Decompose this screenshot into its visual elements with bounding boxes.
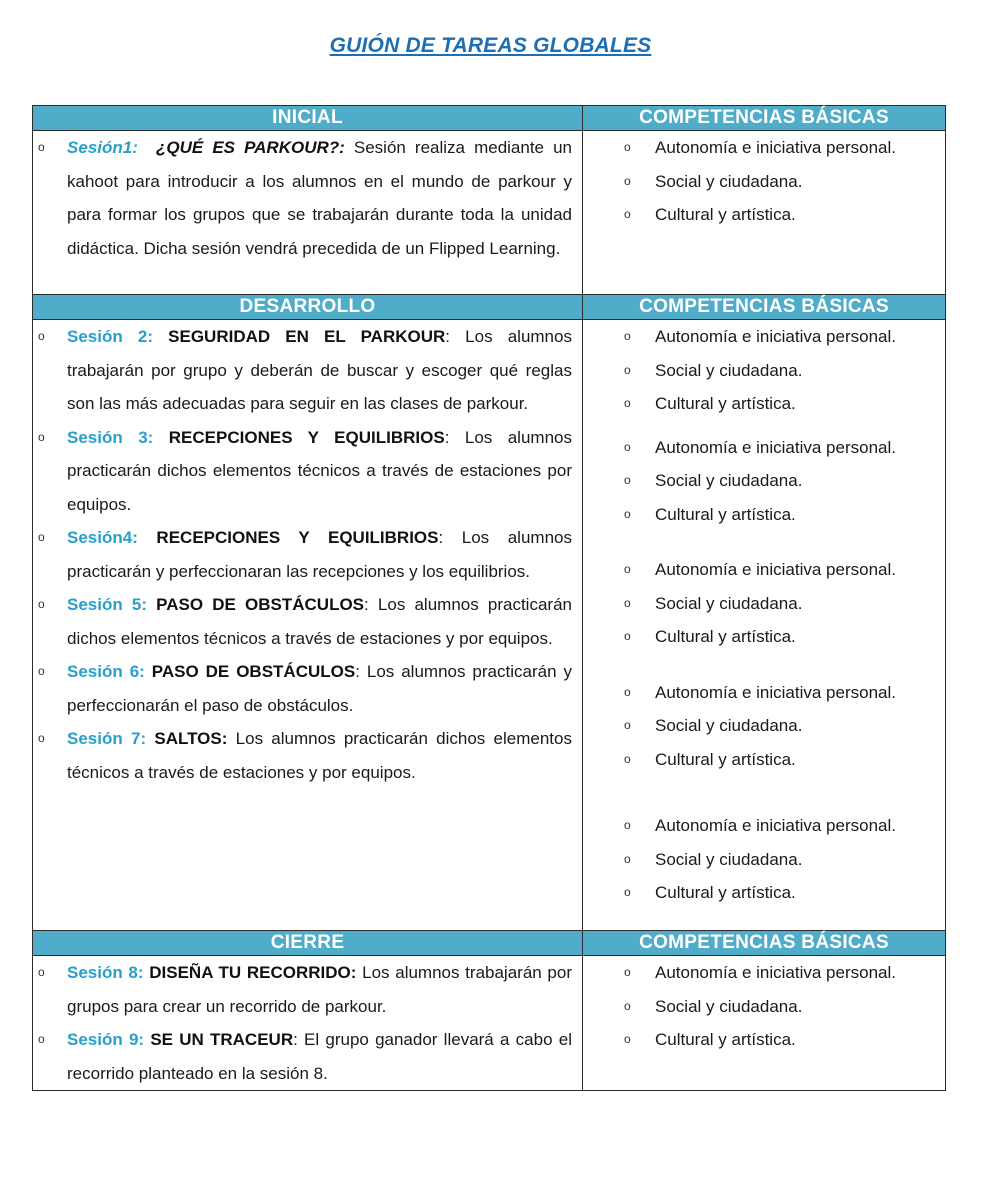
section-header-cierre: CIERRE [33,931,583,956]
competencias-list [583,320,945,421]
session-label: Sesión1: [67,138,138,157]
sessions-cell [33,320,583,931]
session-item [33,956,582,1023]
competencia-item [583,553,945,587]
competencia-item [583,354,945,388]
session-text [67,655,572,722]
bullet-icon: o [38,965,45,979]
session-item [33,655,582,722]
session-text [67,521,572,588]
header-row-desarrollo [33,295,946,320]
session-description: : Los alumnos trabajarán por grupo y deberán de buscar y escoger qué reglas son las más adecuadas para seguir en las clases de parkour. [67,327,572,413]
competencia-item [583,676,945,710]
competencia-item [583,320,945,354]
spacer [583,654,945,676]
document-title: GUIÓN DE TAREAS GLOBALES [329,34,652,57]
session-label: Sesión 9: [67,1030,145,1049]
bullet-icon: o [38,1032,45,1046]
session-description: Sesión realiza mediante un kahoot para introducir a los alumnos en el mundo de parkour y para formar los grupos que se trabajarán durante toda la unidad didáctica. Dicha sesión vendrá precedida de un Flipped Learning. [67,138,572,258]
bullet-icon: o [624,885,631,899]
competencia-item [583,498,945,532]
session-description: : Los alumnos practicarán dichos elementos técnicos a través de estaciones por equipos. [67,427,572,514]
competencia-item [583,587,945,621]
bullet-icon: o [624,595,631,610]
competencia-item [583,165,945,199]
header-row-inicial [33,106,946,131]
bullet-icon: o [624,473,631,487]
session-name: PASO DE OBSTÁCULOS [156,595,365,614]
session-item [33,722,582,789]
content-row-cierre [33,956,946,1091]
bullet-icon: o [624,506,631,521]
header-row-cierre [33,931,946,956]
spacer [583,421,945,431]
competencia-item [583,464,945,498]
competencia-item [583,809,945,843]
bullet-icon: o [624,439,631,454]
bullet-icon: o [624,1032,631,1046]
competencia-item [583,743,945,777]
content-row-desarrollo [33,320,946,931]
session-item [33,1023,582,1090]
session-description: : El grupo ganador llevará a cabo el recorrido planteado en la sesión 8. [67,1030,572,1083]
bullet-icon: o [38,530,45,544]
competencia-label: Cultural y artística. [655,504,796,524]
session-item [33,588,582,655]
competencia-label: Autonomía e iniciativa personal. [655,816,896,835]
competencia-item [583,1023,945,1057]
session-label: Sesión 2: [67,327,153,346]
competencia-label: Cultural y artística. [655,627,796,646]
competencia-item [583,709,945,743]
bullet-icon: o [624,329,631,343]
competencias-cell [583,131,946,295]
session-label: Sesión 8: [67,963,144,982]
session-name: PASO DE OBSTÁCULOS [151,662,356,681]
competencias-list [583,553,945,654]
bullet-icon: o [624,684,631,699]
competencia-label: Cultural y artística. [655,205,796,224]
session-text [67,1023,572,1090]
session-label: Sesión 5: [67,595,148,614]
competencia-label: Autonomía e iniciativa personal. [655,437,896,457]
competencia-label: Social y ciudadana. [655,593,803,613]
bullet-icon: o [624,751,631,766]
section-header-inicial: INICIAL [33,106,583,131]
session-name: SALTOS: [154,729,228,748]
bullet-icon: o [624,718,631,732]
competencia-label: Social y ciudadana. [655,849,803,869]
competencias-header: COMPETENCIAS BÁSICAS [583,295,946,320]
session-name: ¿QUÉ ES PARKOUR?: [156,138,345,157]
session-description: Los alumnos practicarán dichos elementos técnicos a través de estaciones y por equipos. [67,729,572,782]
bullet-icon: o [624,851,631,866]
session-name: DISEÑA TU RECORRIDO: [149,963,357,982]
bullet-icon: o [38,597,45,611]
competencias-cell [583,320,946,931]
competencia-label: Autonomía e iniciativa personal. [655,138,896,157]
session-label: Sesión 3: [67,427,154,447]
session-text [67,320,572,421]
bullet-icon: o [624,173,631,188]
session-name: SEGURIDAD EN EL PARKOUR [168,327,446,346]
bullet-icon: o [624,140,631,154]
section-header-desarrollo: DESARROLLO [33,295,583,320]
session-text [67,722,572,789]
competencias-list [583,131,945,232]
competencia-item [583,431,945,465]
session-text [67,131,572,265]
session-label: Sesión 6: [67,662,145,681]
session-text [67,956,572,1023]
bullet-icon: o [624,562,631,576]
competencia-label: Cultural y artística. [655,749,796,769]
competencias-list [583,431,945,532]
content-row-inicial [33,131,946,295]
session-description: : Los alumnos practicarán dichos elementos técnicos a través de estaciones y por equipos. [67,595,572,648]
competencias-header: COMPETENCIAS BÁSICAS [583,106,946,131]
competencia-label: Cultural y artística. [655,883,796,902]
competencia-item [583,843,945,877]
competencias-cell [583,956,946,1091]
competencia-label: Social y ciudadana. [655,996,803,1016]
competencia-label: Cultural y artística. [655,1030,796,1049]
bullet-icon: o [624,965,631,979]
sessions-cell [33,131,583,295]
tasks-table [32,105,946,1091]
competencia-label: Autonomía e iniciativa personal. [655,327,896,346]
session-label: Sesión 7: [67,729,147,748]
competencia-label: Social y ciudadana. [655,171,803,191]
session-label: Sesión4: [67,528,138,547]
session-name: RECEPCIONES Y EQUILIBRIOS [156,528,439,547]
competencia-item [583,387,945,421]
competencia-item [583,131,945,165]
competencias-list [583,809,945,910]
competencia-item [583,990,945,1024]
competencia-label: Autonomía e iniciativa personal. [655,560,896,579]
bullet-icon: o [38,731,45,745]
session-item [33,320,582,421]
bullet-icon: o [38,664,45,678]
competencias-header: COMPETENCIAS BÁSICAS [583,931,946,956]
competencia-label: Cultural y artística. [655,394,796,413]
session-item [33,521,582,588]
competencia-item [583,956,945,990]
competencia-label: Social y ciudadana. [655,471,803,490]
competencia-label: Autonomía e iniciativa personal. [655,682,896,702]
competencia-label: Autonomía e iniciativa personal. [655,963,896,982]
competencia-item [583,198,945,232]
session-description: : Los alumnos practicarán y perfeccionarán el paso de obstáculos. [67,662,572,715]
competencia-label: Social y ciudadana. [655,716,803,735]
bullet-icon: o [624,629,631,643]
bullet-icon: o [624,362,631,377]
session-description: Los alumnos trabajarán por grupos para crear un recorrido de parkour. [67,963,572,1016]
spacer [583,776,945,809]
bullet-icon: o [624,818,631,832]
session-item [33,421,582,522]
competencia-label: Social y ciudadana. [655,360,803,380]
competencias-list [583,676,945,777]
competencia-item [583,620,945,654]
bullet-icon: o [38,429,45,444]
session-text [67,588,572,655]
spacer [583,531,945,553]
session-text [67,421,572,522]
bullet-icon: o [624,396,631,410]
session-name: SE UN TRACEUR [150,1030,294,1049]
competencias-list [583,956,945,1057]
sessions-cell [33,956,583,1091]
bullet-icon: o [38,140,45,154]
session-item [33,131,582,265]
session-description: : Los alumnos practicarán y perfeccionaran las recepciones y los equilibrios. [67,528,572,581]
competencia-item [583,876,945,910]
bullet-icon: o [38,329,45,343]
bullet-icon: o [624,998,631,1013]
bullet-icon: o [624,207,631,221]
session-name: RECEPCIONES Y EQUILIBRIOS [168,427,445,447]
